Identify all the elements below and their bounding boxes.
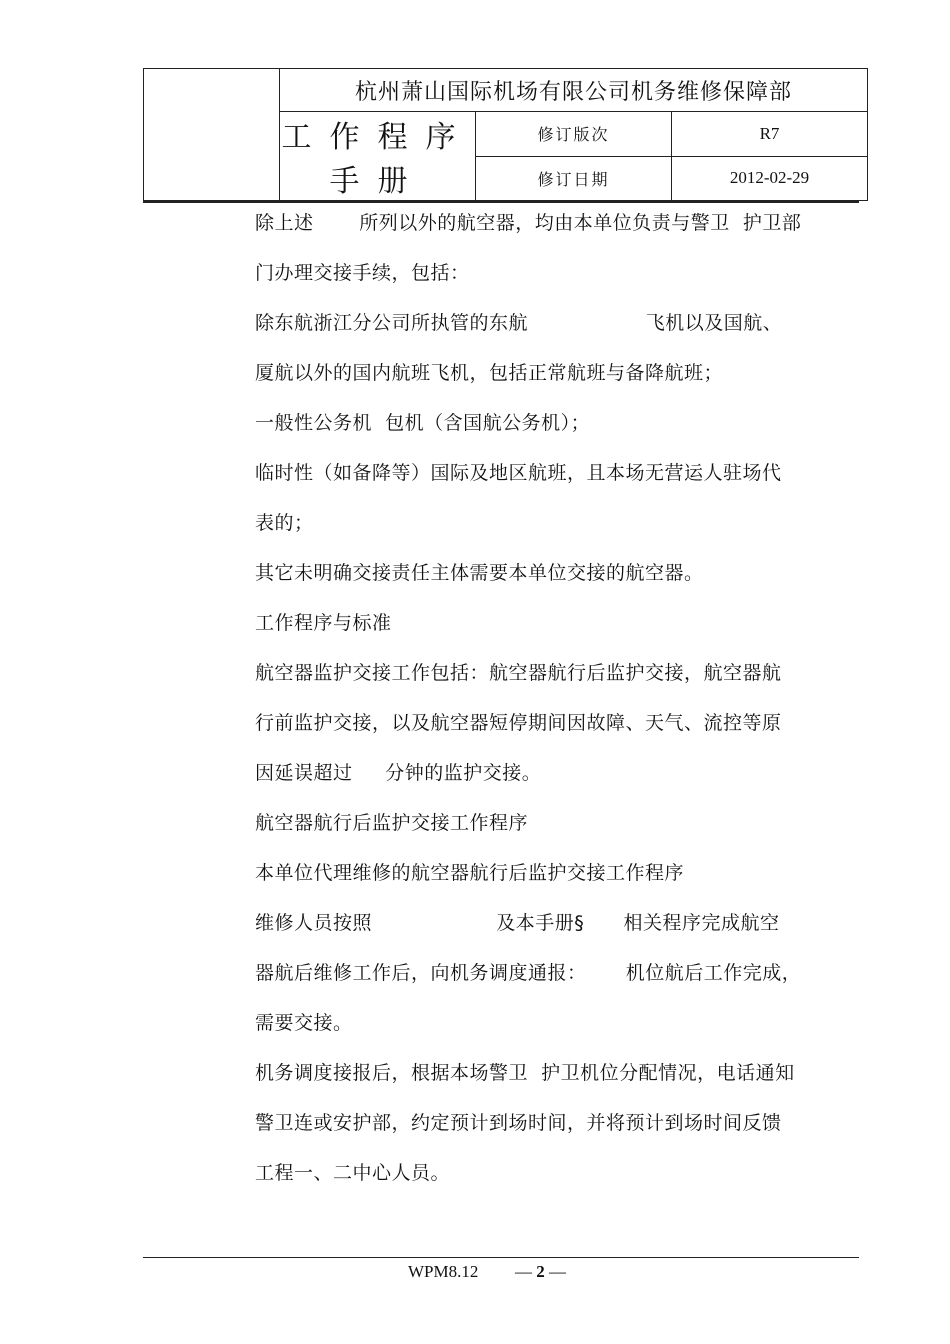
page-dash-left: — xyxy=(515,1262,537,1281)
section-heading: 工作程序与标准 xyxy=(255,612,392,634)
text-line: 器航后维修工作后，向机务调度通报： 机位航后工作完成， xyxy=(255,962,802,984)
revision-label: 修订版次 xyxy=(476,112,672,157)
text-line: 维修人员按照 及本手册§ 相关程序完成航空 xyxy=(255,912,780,934)
manual-title: 工作程序手册 xyxy=(280,112,476,201)
text-line: 工程一、二中心人员。 xyxy=(255,1162,451,1184)
text-line: 一般性公务机 包机（含国航公务机）； xyxy=(255,412,591,434)
date-label: 修订日期 xyxy=(476,156,672,201)
text-line: 行前监护交接，以及航空器短停期间因故障、天气、流控等原 xyxy=(255,712,782,734)
text-line: 除东航浙江分公司所执管的东航 飞机以及国航、 xyxy=(255,312,783,334)
text-line: 厦航以外的国内航班飞机，包括正常航班与备降航班； xyxy=(255,362,724,384)
text-line: 除上述 所列以外的航空器，均由本单位负责与警卫 护卫部 xyxy=(255,212,802,234)
logo-cell xyxy=(144,69,280,201)
page-number: 2 xyxy=(536,1262,545,1281)
revision-value: R7 xyxy=(672,112,868,157)
text-line: 因延误超过 分钟的监护交接。 xyxy=(255,762,542,784)
section-heading: 航空器航行后监护交接工作程序 xyxy=(255,812,529,834)
section-heading: 本单位代理维修的航空器航行后监护交接工作程序 xyxy=(255,862,685,884)
page-number-block xyxy=(515,1262,566,1282)
text-line: 其它未明确交接责任主体需要本单位交接的航空器。 xyxy=(255,562,704,584)
header-table xyxy=(143,68,868,201)
body-text xyxy=(255,203,867,1203)
page-dash-right: — xyxy=(544,1262,566,1281)
text-line: 航空器监护交接工作包括：航空器航行后监护交接，航空器航 xyxy=(255,662,782,684)
text-line: 表的； xyxy=(255,512,314,534)
page-footer xyxy=(0,1262,950,1286)
date-value: 2012-02-29 xyxy=(672,156,868,201)
text-line: 机务调度接报后，根据本场警卫 护卫机位分配情况，电话通知 xyxy=(255,1062,795,1084)
text-line: 门办理交接手续，包括： xyxy=(255,262,470,284)
text-line: 需要交接。 xyxy=(255,1012,353,1034)
text-line: 警卫连或安护部，约定预计到场时间，并将预计到场时间反馈 xyxy=(255,1112,782,1134)
footer-divider xyxy=(143,1257,859,1258)
doc-code: WPM8.12 xyxy=(408,1262,479,1281)
text-line: 临时性（如备降等）国际及地区航班，且本场无营运人驻场代 xyxy=(255,462,782,484)
company-name: 杭州萧山国际机场有限公司机务维修保障部 xyxy=(280,69,868,112)
